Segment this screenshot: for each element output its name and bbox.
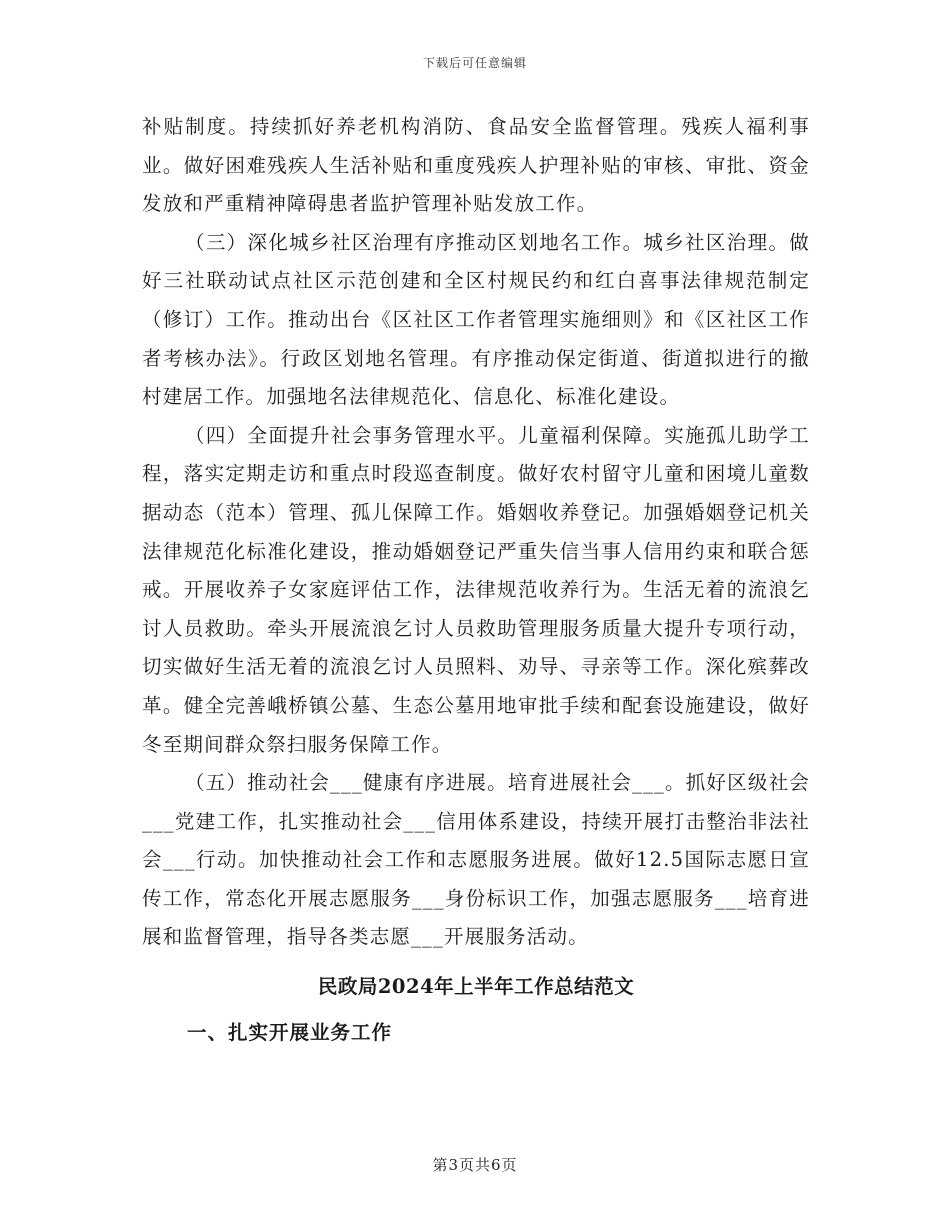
page-number: 第3页共6页 (432, 1156, 518, 1174)
page-header: 下载后可任意编辑 (422, 56, 527, 70)
section-heading: 一、扎实开展业务工作 (187, 1021, 393, 1045)
paragraph-continuation: 补贴制度。持续抓好养老机构消防、食品安全监督管理。残疾人福利事业。做好困难残疾人生活补贴和重度残疾人护理补贴的审核、审批、资金发放和严重精神障碍患者监护管理补贴发放工作。 (142, 115, 810, 216)
document-title: 民政局2024年上半年工作总结范文 (317, 975, 635, 999)
paragraph-section-3: （三）深化城乡社区治理有序推动区划地名工作。城乡社区治理。做好三社联动试点社区示范创建和全区村规民约和红白喜事法律规范制定（修订）工作。推动出台《区社区工作者管理实施细则》和《区社区工作者考核办法》。行政区划地名管理。有序推动保定街道、街道拟进行的撤村建居工作。加强地名法律规范化、信息化、标准化建设。 (142, 230, 810, 409)
document-body (142, 108, 810, 1052)
paragraph-section-5: （五）推动社会___健康有序进展。培育进展社会___。抓好区级社会___党建工作，扎实推动社会___信用体系建设，持续开展打击整治非法社会___行动。加快推动社会工作和志愿服务进展。做好12.5国际志愿日宣传工作，常态化开展志愿服务___身份标识工作，加强志愿服务___培育进展和监督管理，指导各类志愿___开展服务活动。 (142, 771, 810, 949)
paragraph-section-4: （四）全面提升社会事务管理水平。儿童福利保障。实施孤儿助学工程，落实定期走访和重点时段巡查制度。做好农村留守儿童和困境儿童数据动态（范本）管理、孤儿保障工作。婚姻收养登记。加强婚姻登记机关法律规范化标准化建设，推动婚姻登记严重失信当事人信用约束和联合惩戒。开展收养子女家庭评估工作，法律规范收养行为。生活无着的流浪乞讨人员救助。牵头开展流浪乞讨人员救助管理服务质量大提升专项行动，切实做好生活无着的流浪乞讨人员照料、劝导、寻亲等工作。深化殡葬改革。健全完善峨桥镇公墓、生态公墓用地审批手续和配套设施建设，做好冬至期间群众祭扫服务保障工作。 (142, 423, 810, 756)
